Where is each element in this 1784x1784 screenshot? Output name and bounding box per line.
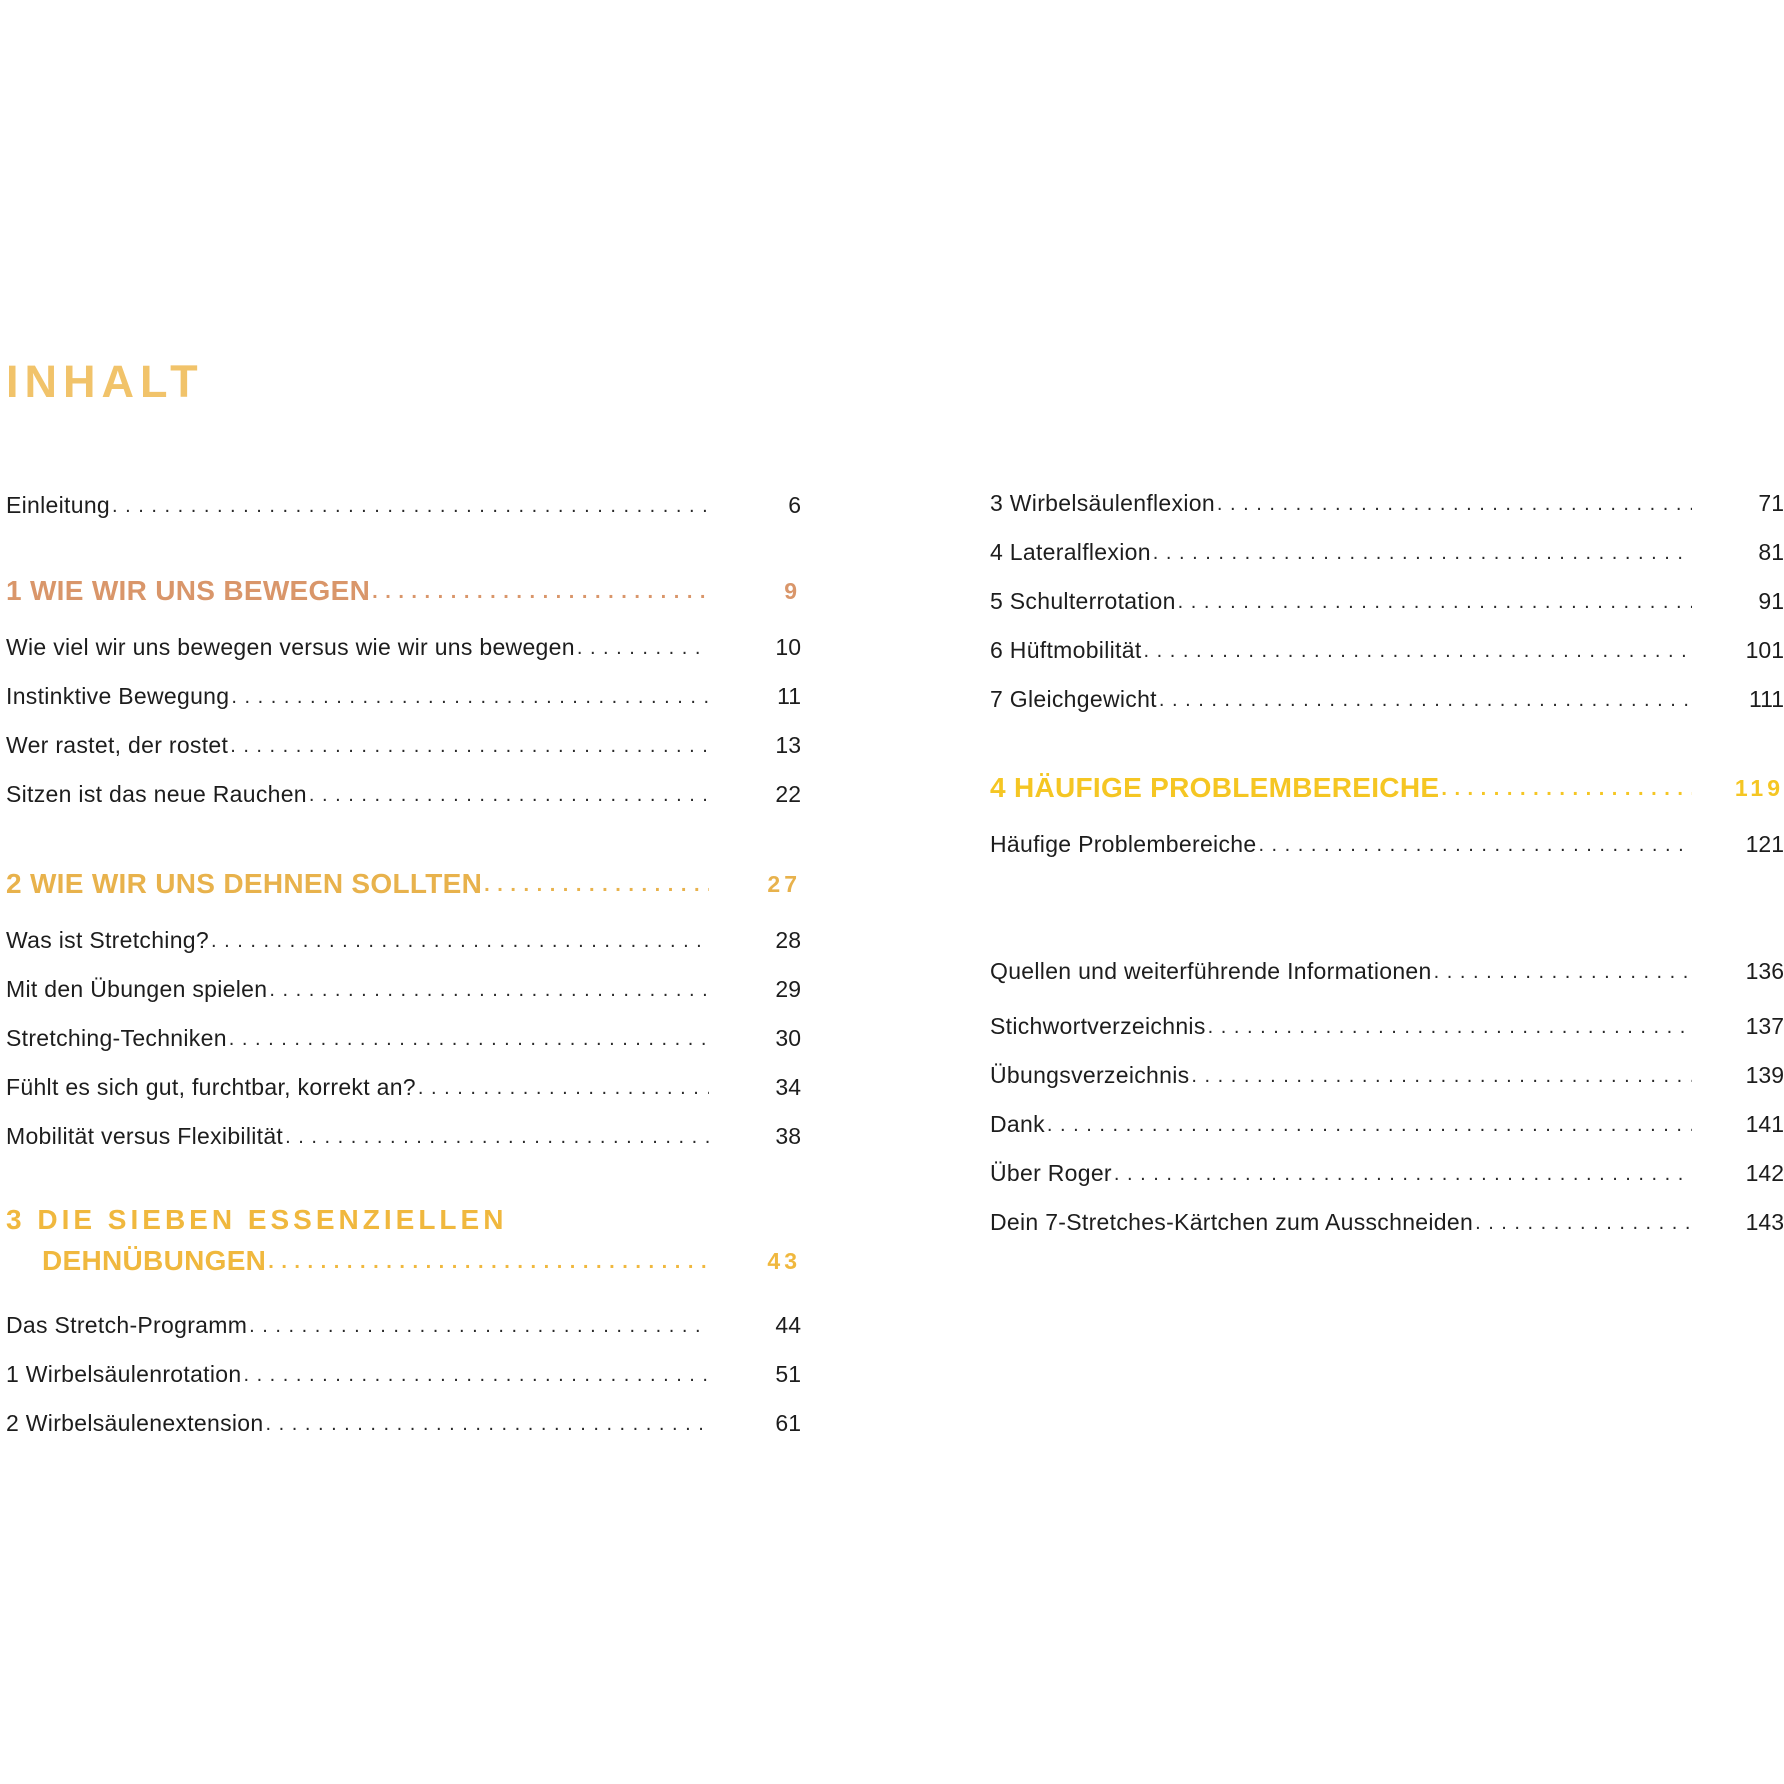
chapter-4-heading[interactable] [990, 763, 1784, 803]
toc-entry-label: 3 Wirbelsäulenflexion [990, 490, 1215, 516]
leader-dots [1178, 589, 1692, 616]
toc-entry-label: Instinktive Bewegung [6, 683, 230, 709]
toc-entry-page: 139 [1745, 1062, 1784, 1088]
toc-entry[interactable] [6, 622, 801, 662]
toc-entry-page: 136 [1745, 958, 1784, 984]
toc-entry[interactable] [990, 625, 1784, 665]
toc-entry[interactable] [6, 964, 801, 1004]
leader-dots [1434, 959, 1692, 986]
toc-entry-label: 7 Gleichgewicht [990, 686, 1157, 712]
toc-entry-intro[interactable] [6, 480, 801, 520]
toc-entry-page: 22 [775, 781, 801, 807]
toc-entry-label: Einleitung [6, 492, 111, 518]
toc-entry-page: 91 [1758, 588, 1784, 614]
toc-entry[interactable] [990, 674, 1784, 714]
toc-entry-page: 10 [775, 634, 801, 660]
toc-entry-label: Quellen und weiterführende Informationen [990, 958, 1432, 984]
toc-entry-page: 28 [775, 927, 801, 953]
toc-entry-page: 141 [1745, 1111, 1784, 1137]
toc-entry[interactable] [990, 1197, 1784, 1237]
toc-entry-label: 5 Schulterrotation [990, 588, 1176, 614]
toc-entry-page: 143 [1745, 1209, 1784, 1235]
leader-dots [269, 977, 709, 1004]
toc-entry-label: 6 Hüftmobilität [990, 637, 1142, 663]
toc-entry[interactable] [6, 671, 801, 711]
toc-entry[interactable] [990, 946, 1784, 986]
toc-entry-label: Sitzen ist das neue Rauchen [6, 781, 307, 807]
chapter-page: 43 [767, 1248, 801, 1274]
leader-dots [266, 1411, 710, 1438]
leader-dots [1208, 1014, 1692, 1041]
leader-dots [1441, 776, 1692, 803]
toc-entry-page: 51 [775, 1361, 801, 1387]
leader-dots [577, 635, 709, 662]
leader-dots [309, 782, 709, 809]
toc-entry-label: Mit den Übungen spielen [6, 976, 268, 1002]
toc-entry-label: Was ist Stretching? [6, 927, 209, 953]
chapter-page: 119 [1734, 775, 1784, 801]
chapter-label: 2 WIE WIR UNS DEHNEN SOLLTEN [6, 868, 483, 899]
toc-entry-page: 121 [1745, 831, 1784, 857]
leader-dots [112, 493, 709, 520]
toc-entry-label: Das Stretch-Programm [6, 1312, 248, 1338]
leader-dots [211, 928, 709, 955]
leader-dots [372, 579, 709, 606]
toc-entry-page: 81 [1758, 539, 1784, 565]
leader-dots [1047, 1112, 1692, 1139]
leader-dots [249, 1313, 709, 1340]
leader-dots [484, 872, 709, 899]
toc-entry[interactable] [990, 1148, 1784, 1188]
toc-entry[interactable] [990, 1050, 1784, 1090]
leader-dots [229, 1026, 709, 1053]
toc-entry[interactable] [990, 1001, 1784, 1041]
toc-entry[interactable] [6, 769, 801, 809]
toc-entry-page: 142 [1745, 1160, 1784, 1186]
toc-entry-label: Übungsverzeichnis [990, 1062, 1190, 1088]
chapter-3-heading-line1[interactable]: 3 DIE SIEBEN ESSENZIELLEN [6, 1204, 508, 1235]
leader-dots [268, 1249, 709, 1276]
leader-dots [1258, 832, 1692, 859]
leader-dots [1475, 1210, 1692, 1237]
toc-entry-label: Häufige Problembereiche [990, 831, 1257, 857]
leader-dots [418, 1075, 709, 1102]
toc-entry-label: Mobilität versus Flexibilität [6, 1123, 284, 1149]
toc-entry-page: 29 [775, 976, 801, 1002]
toc-entry-page: 38 [775, 1123, 801, 1149]
chapter-label: 4 HÄUFIGE PROBLEMBEREICHE [990, 772, 1440, 803]
leader-dots [230, 733, 709, 760]
toc-entry-label: Dank [990, 1111, 1045, 1137]
toc-entry[interactable] [6, 1349, 801, 1389]
leader-dots [231, 684, 709, 711]
toc-entry[interactable] [990, 527, 1784, 567]
chapter-label: DEHNÜBUNGEN [42, 1245, 267, 1276]
chapter-3-heading[interactable] [42, 1236, 801, 1276]
toc-entry-page: 13 [775, 732, 801, 758]
toc-entry-page: 71 [1758, 490, 1784, 516]
toc-entry-label: 1 Wirbelsäulenrotation [6, 1361, 242, 1387]
toc-entry-label: Stretching-Techniken [6, 1025, 227, 1051]
leader-dots [243, 1362, 709, 1389]
leader-dots [1217, 491, 1692, 518]
toc-entry-page: 101 [1745, 637, 1784, 663]
toc-entry[interactable] [6, 1111, 801, 1151]
toc-entry-label: Wer rastet, der rostet [6, 732, 229, 758]
leader-dots [285, 1124, 709, 1151]
toc-entry[interactable] [990, 1099, 1784, 1139]
toc-entry-page: 34 [775, 1074, 801, 1100]
toc-entry-page: 61 [775, 1410, 801, 1436]
toc-entry-label: Über Roger [990, 1160, 1112, 1186]
leader-dots [1159, 687, 1692, 714]
toc-entry-page: 30 [775, 1025, 801, 1051]
chapter-page: 9 [784, 578, 801, 604]
toc-entry[interactable] [990, 576, 1784, 616]
leader-dots [1114, 1161, 1692, 1188]
toc-entry-page: 137 [1745, 1013, 1784, 1039]
leader-dots [1191, 1063, 1692, 1090]
toc-entry-label: 4 Lateralflexion [990, 539, 1151, 565]
toc-entry-label: Stichwortverzeichnis [990, 1013, 1206, 1039]
toc-entry[interactable] [6, 720, 801, 760]
toc-entry-page: 111 [1749, 686, 1784, 712]
toc-entry-page: 6 [788, 492, 801, 518]
toc-entry[interactable] [6, 1013, 801, 1053]
toc-entry[interactable] [6, 1300, 801, 1340]
chapter-2-heading[interactable] [6, 859, 801, 899]
page-title: INHALT [6, 356, 204, 407]
toc-entry-page: 11 [777, 683, 801, 709]
toc-entry[interactable] [6, 1398, 801, 1438]
toc-entry-page: 44 [775, 1312, 801, 1338]
chapter-label: 1 WIE WIR UNS BEWEGEN [6, 575, 371, 606]
toc-entry[interactable] [6, 915, 801, 955]
toc-entry-label: 2 Wirbelsäulenextension [6, 1410, 264, 1436]
toc-entry-label: Fühlt es sich gut, furchtbar, korrekt an? [6, 1074, 416, 1100]
leader-dots [1144, 638, 1692, 665]
chapter-1-heading[interactable] [6, 566, 801, 606]
toc-entry[interactable] [990, 819, 1784, 859]
chapter-page: 27 [767, 871, 801, 897]
toc-entry[interactable] [990, 478, 1784, 518]
leader-dots [1153, 540, 1692, 567]
toc-entry-label: Dein 7-Stretches-Kärtchen zum Ausschneiden [990, 1209, 1474, 1235]
toc-entry[interactable] [6, 1062, 801, 1102]
toc-entry-label: Wie viel wir uns bewegen versus wie wir uns bewegen [6, 634, 575, 660]
